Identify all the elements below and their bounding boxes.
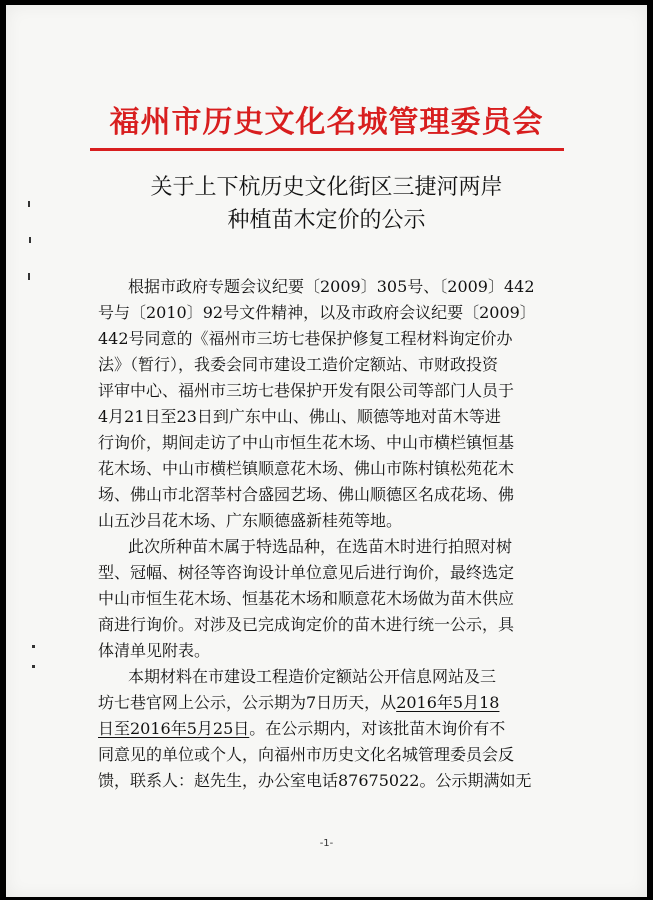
body-text: 。在公示期内，对该批苗木询价有不 bbox=[249, 719, 506, 738]
underlined-date: 日至2016年5月25日 bbox=[98, 719, 250, 738]
body-line bbox=[98, 719, 568, 739]
red-divider-line bbox=[90, 148, 564, 151]
body-line: 场、佛山市北滘莘村合盛园艺场、佛山顺德区名成花场、佛 bbox=[98, 485, 515, 504]
underlined-date: 2016年5月18 bbox=[396, 693, 500, 712]
body-line: 号与〔2010〕92号文件精神，以及市政府会议纪要〔2009〕 bbox=[98, 303, 536, 322]
scan-mark bbox=[32, 645, 35, 648]
body-line: 本期材料在市建设工程造价定额站公开信息网站及三 bbox=[128, 667, 497, 686]
notice-title-line-2: 种植苗木定价的公示 bbox=[227, 208, 426, 233]
body-line: 型、冠幅、树径等咨询设计单位意见后进行询价，最终选定 bbox=[98, 563, 515, 582]
scan-mark bbox=[29, 237, 31, 243]
body-line: 花木场、中山市横栏镇顺意花木场、佛山市陈村镇松苑花木 bbox=[98, 459, 515, 478]
document-page bbox=[6, 5, 647, 897]
body-line: 此次所种苗木属于特选品种，在选苗木时进行拍照对树 bbox=[128, 537, 513, 556]
body-line: 商进行询价。对涉及已完成询定价的苗木进行统一公示，具 bbox=[98, 615, 515, 634]
body-line bbox=[98, 693, 568, 713]
body-line: 山五沙吕花木场、广东顺德盛新桂苑等地。 bbox=[98, 511, 403, 530]
body-line: 法》（暂行），我委会同市建设工造价定额站、市财政投资 bbox=[98, 355, 499, 374]
notice-title-line-1: 关于上下杭历史文化街区三捷河两岸 bbox=[150, 175, 503, 200]
body-line: 根据市政府专题会议纪要〔2009〕305号、〔2009〕442 bbox=[128, 277, 535, 296]
scan-mark bbox=[32, 665, 35, 668]
scan-mark bbox=[28, 201, 30, 207]
body-line: 行询价，期间走访了中山市恒生花木场、中山市横栏镇恒基 bbox=[98, 433, 515, 452]
page-number: -1- bbox=[319, 838, 334, 849]
body-line: 中山市恒生花木场、恒基花木场和顺意花木场做为苗木供应 bbox=[98, 589, 515, 608]
body-line: 同意见的单位或个人，向福州市历史文化名城管理委员会反 bbox=[98, 745, 515, 764]
body-line: 442号同意的《福州市三坊七巷保护修复工程材料询定价办 bbox=[98, 329, 513, 348]
scan-mark bbox=[28, 273, 30, 280]
body-line: 4月21日至23日到广东中山、佛山、顺德等地对苗木等进 bbox=[98, 407, 501, 426]
issuer-header: 福州市历史文化名城管理委员会 bbox=[109, 105, 544, 140]
body-line: 馈，联系人：赵先生，办公室电话87675022。公示期满如无 bbox=[98, 771, 532, 790]
body-text: 坊七巷官网上公示，公示期为7日历天，从 bbox=[98, 693, 397, 712]
body-line: 体清单见附表。 bbox=[98, 641, 211, 660]
body-line: 评审中心、福州市三坊七巷保护开发有限公司等部门人员于 bbox=[98, 381, 515, 400]
